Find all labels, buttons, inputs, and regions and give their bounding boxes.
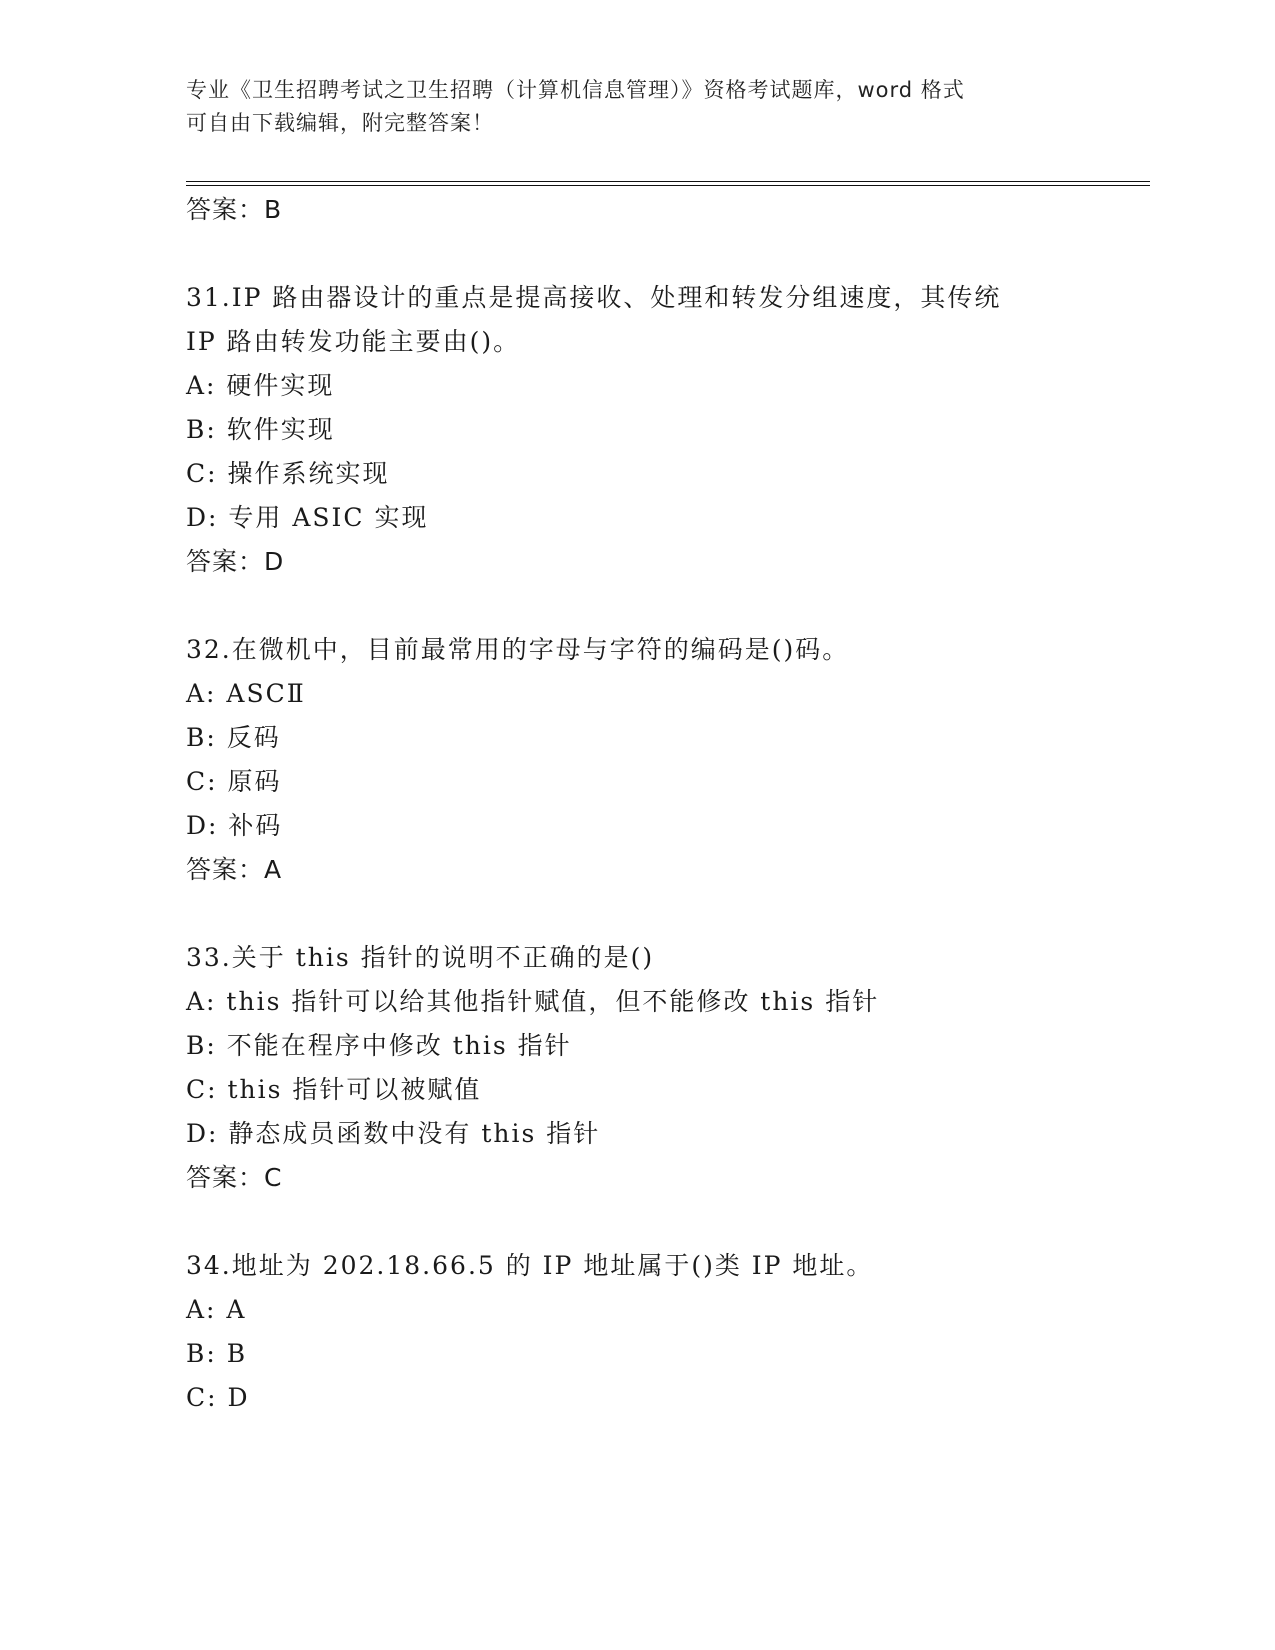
q31-option-c: C: 操作系统实现: [186, 459, 390, 488]
header-line-1: 专业《卫生招聘考试之卫生招聘（计算机信息管理）》资格考试题库，word 格式: [186, 78, 965, 102]
header-line-2: 可自由下载编辑，附完整答案！: [186, 111, 494, 135]
q33-stem: 33.关于 this 指针的说明不正确的是(): [186, 943, 655, 972]
q32-option-d: D: 补码: [186, 811, 283, 840]
q31-stem-line-2: IP 路由转发功能主要由()。: [186, 327, 521, 356]
answer-q31: 答案：D: [186, 547, 285, 576]
q31-option-a: A: 硬件实现: [186, 371, 335, 400]
q31-option-d: D: 专用 ASIC 实现: [186, 503, 429, 532]
q32-option-c: C: 原码: [186, 767, 282, 796]
q31-stem-line-1: 31.IP 路由器设计的重点是提高接收、处理和转发分组速度，其传统: [186, 283, 1002, 312]
q34-option-a: A: A: [186, 1295, 247, 1324]
q31-option-b: B: 软件实现: [186, 415, 335, 444]
q33-option-b: B: 不能在程序中修改 this 指针: [186, 1031, 572, 1060]
answer-q30: 答案：B: [186, 195, 283, 224]
q32-option-b: B: 反码: [186, 723, 281, 752]
q33-option-c: C: this 指针可以被赋值: [186, 1075, 482, 1104]
q34-option-b: B: B: [186, 1339, 248, 1368]
q33-option-a: A: this 指针可以给其他指针赋值，但不能修改 this 指针: [186, 987, 880, 1016]
header-divider-top: [186, 181, 1150, 182]
answer-q32: 答案：A: [186, 855, 283, 884]
q32-option-a: A: ASCⅡ: [186, 679, 306, 708]
q32-stem: 32.在微机中，目前最常用的字母与字符的编码是()码。: [186, 635, 850, 664]
document-header: [186, 74, 1066, 140]
q33-option-d: D: 静态成员函数中没有 this 指针: [186, 1119, 601, 1148]
q34-stem: 34.地址为 202.18.66.5 的 IP 地址属于()类 IP 地址。: [186, 1251, 874, 1280]
header-divider-bottom: [186, 185, 1150, 186]
answer-q33: 答案：C: [186, 1163, 283, 1192]
q34-option-c: C: D: [186, 1383, 250, 1412]
